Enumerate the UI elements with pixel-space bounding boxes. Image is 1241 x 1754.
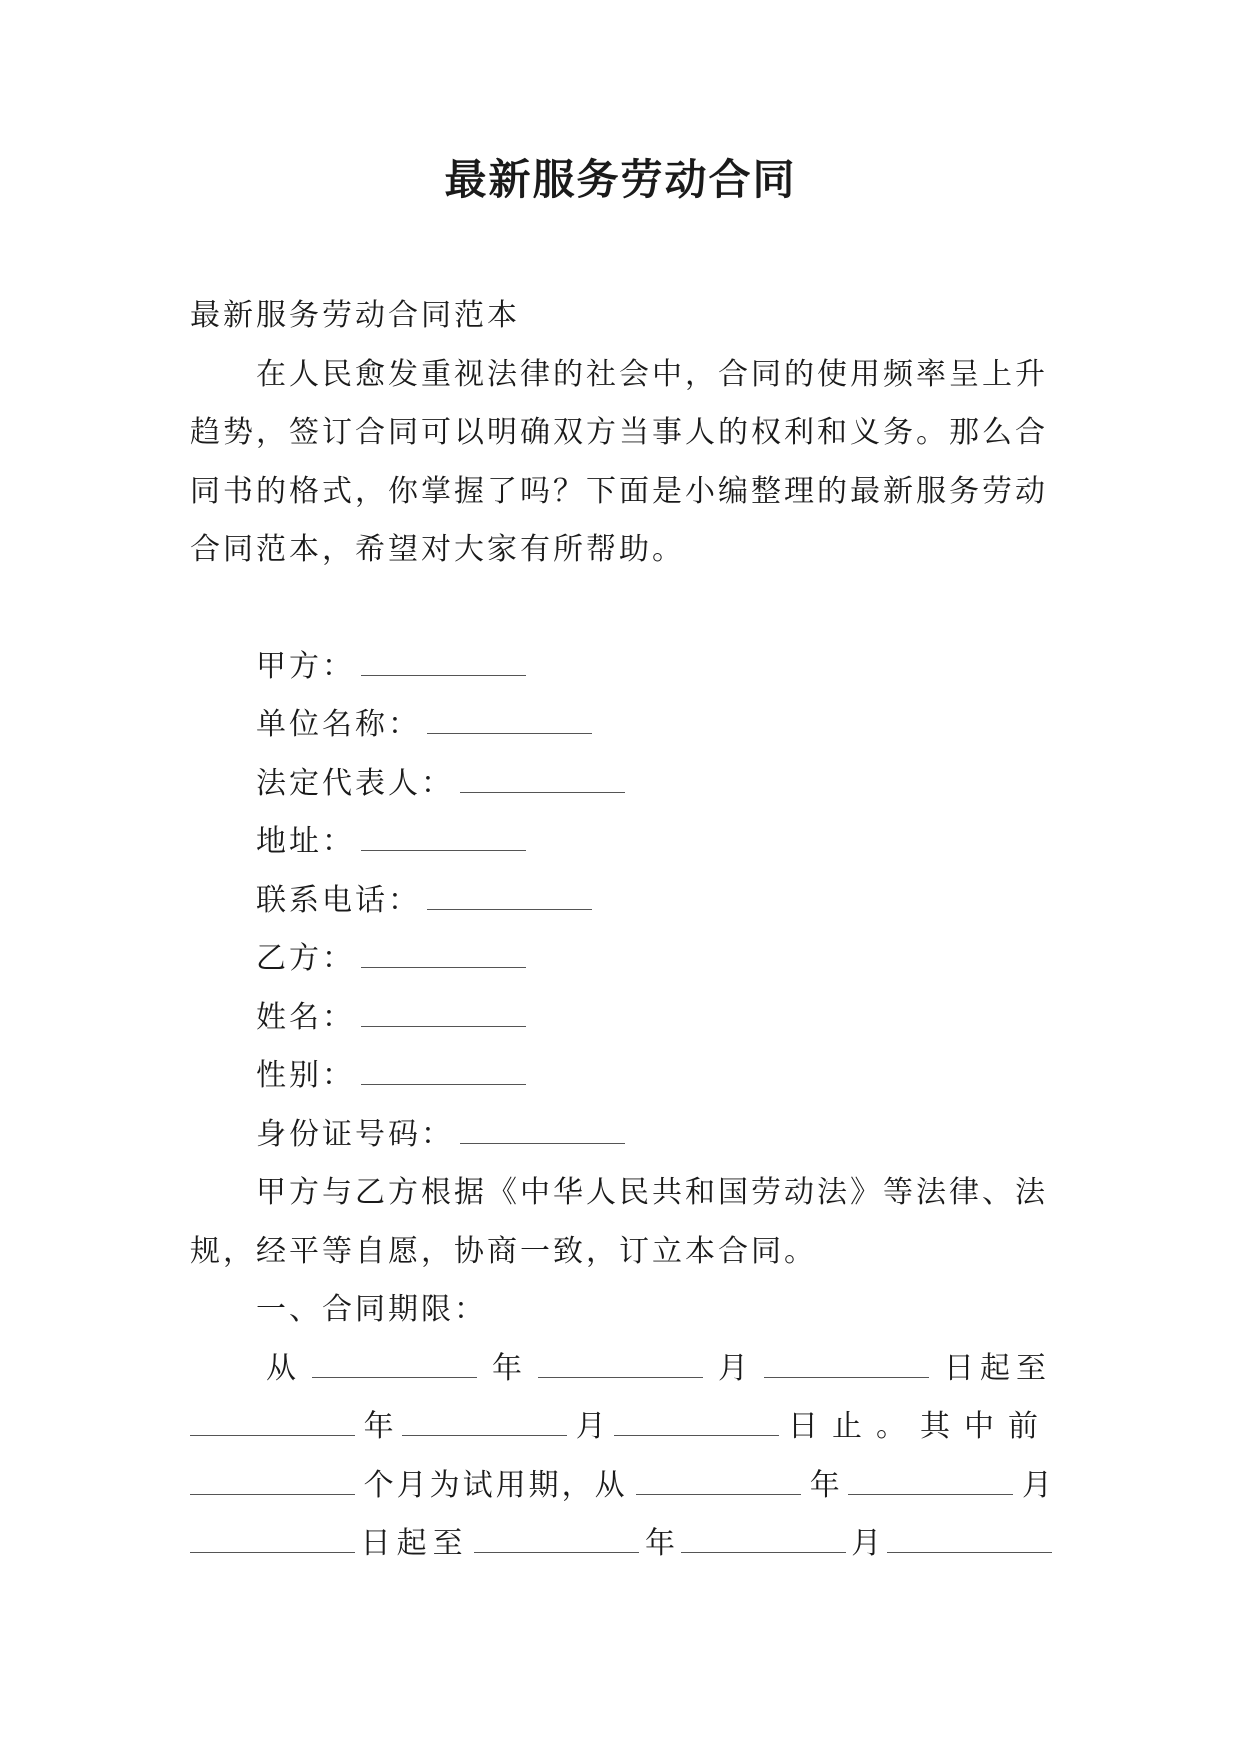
term-line-2 [190, 1398, 1052, 1457]
field-label: 甲方： [256, 648, 355, 684]
subtitle: 最新服务劳动合同范本 [190, 298, 520, 333]
agreement-line: 甲方与乙方根据《中华人民共和国劳动法》等法律、法 [256, 1175, 1048, 1210]
intro-line: 趋势，签订合同可以明确双方当事人的权利和义务。那么合 [190, 415, 1048, 450]
fill-blank[interactable] [427, 885, 592, 910]
term-word: 年 [363, 1409, 394, 1444]
field-party-a [190, 638, 1052, 697]
term-word: 年 [809, 1467, 840, 1503]
fill-blank[interactable] [312, 1353, 477, 1378]
fill-blank[interactable] [887, 1528, 1052, 1553]
term-line-4 [190, 1515, 1052, 1574]
fill-blank[interactable] [402, 1411, 567, 1436]
fill-blank[interactable] [636, 1470, 801, 1495]
field-name [190, 989, 1052, 1048]
field-gender [190, 1047, 1052, 1106]
term-word: 月 [575, 1409, 606, 1444]
field-label: 性别： [256, 1058, 355, 1093]
field-id-number [190, 1106, 1052, 1165]
term-word: 日起至 [360, 1526, 469, 1561]
fill-blank[interactable] [614, 1411, 779, 1436]
fill-blank[interactable] [848, 1470, 1013, 1495]
fill-blank[interactable] [460, 1119, 625, 1144]
term-word: 年 [492, 1350, 522, 1386]
fill-blank[interactable] [361, 1002, 526, 1027]
fill-blank[interactable] [361, 826, 526, 851]
field-phone [190, 872, 1052, 931]
field-label: 单位名称： [256, 707, 421, 742]
field-label: 姓名： [256, 999, 355, 1035]
field-label: 联系电话： [256, 882, 421, 918]
fill-blank[interactable] [190, 1411, 355, 1436]
term-line-1 [190, 1340, 1052, 1399]
document-body [190, 287, 1052, 1574]
fill-blank[interactable] [474, 1528, 639, 1553]
fill-blank[interactable] [764, 1353, 929, 1378]
field-legal-representative [190, 755, 1052, 814]
intro-line: 在人民愈发重视法律的社会中，合同的使用频率呈上升 [256, 356, 1048, 392]
field-company-name [190, 696, 1052, 755]
field-label: 地址： [256, 824, 355, 859]
fill-blank[interactable] [681, 1528, 846, 1553]
fill-blank[interactable] [361, 1060, 526, 1085]
intro-line: 同书的格式，你掌握了吗？下面是小编整理的最新服务劳动 [190, 473, 1048, 509]
term-word: 月 [718, 1350, 748, 1386]
fill-blank[interactable] [190, 1470, 355, 1495]
field-label: 身份证号码： [256, 1116, 454, 1152]
intro-line: 合同范本，希望对大家有所帮助。 [190, 532, 685, 567]
term-word: 月 [851, 1526, 882, 1561]
fill-blank[interactable] [460, 768, 625, 793]
fill-blank[interactable] [427, 709, 592, 734]
field-label: 乙方： [256, 941, 355, 976]
term-word: 日起至 [944, 1350, 1052, 1386]
term-word: 从 [266, 1350, 296, 1386]
term-word: 个月为试用期，从 [363, 1467, 628, 1503]
agreement-line: 规，经平等自愿，协商一致，订立本合同。 [190, 1233, 817, 1269]
spacer [190, 580, 1052, 638]
term-line-3 [190, 1457, 1052, 1516]
term-word: 日止。其中前 [787, 1409, 1052, 1444]
fill-blank[interactable] [361, 651, 526, 676]
field-label: 法定代表人： [256, 765, 454, 801]
term-word: 年 [644, 1526, 675, 1561]
fill-blank[interactable] [538, 1353, 703, 1378]
fill-blank[interactable] [361, 943, 526, 968]
fill-blank[interactable] [190, 1528, 355, 1553]
document-title: 最新服务劳动合同 [444, 155, 797, 204]
field-address [190, 813, 1052, 872]
section-heading: 一、合同期限： [256, 1292, 487, 1327]
term-word: 月 [1021, 1467, 1052, 1503]
field-party-b [190, 930, 1052, 989]
